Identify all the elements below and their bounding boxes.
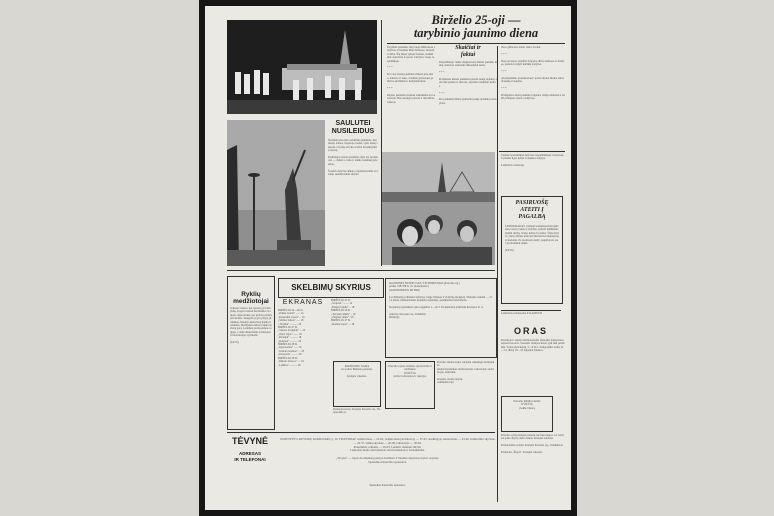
cinema-listing-col-1: BIRŽELIO 24—26 D. „Dainų šventė" ...... 14 „Paskutinė vasara" .. 16 „Širdies balsas" ..... 18 „Tėviškė" ........... 20 BIRŽELIO 27 D. „Vakaro žvaigždė" ... 14 „Jūros vėjas" ....... 16 „Draugai" ........... 18 „Kelionė" ........... 20 BIRŽELIO 28 D. „Ilgas kelias" ...... 14 „Gintaro krantas" ... 18 „Pavasaris" ......... 20 BIRŽELIO 29 D. „Miesto šviesos" .... 16 „Laiškas" ........... 20 [278,309,306,367]
left-feature-line-2: medžiotojai [233,298,269,305]
editor-note: Laikraščio redaktorius P. KAMUTIS [501,312,543,315]
motto-line-3: PAGALBĄ [518,214,546,220]
vertical-divider-1 [381,20,382,266]
announcement-text: RAJONINĖS BUITIES GIJŲ TECHNIKUMAS (Pasvalio raj.) priima 1987/88 m. m. moksleivius į AGRONOMIJOS SKYRIŲ Į technikumą priimami asmenys, baigę 8 klases ir vidurinę mokyklą. Mokymo trukmė — 3 ir 4 metai. Moksleiviams mokama stipendija, suteikiamas bendrabutis. Stojamieji egzaminai vyks rugpjūčio 1—20 d. Dokumentai priimami iki liepos 31 d. Adresas: Pasvalio raj., Joniškėlis. Direkcija [389,282,493,320]
motto-text: LENINGRADAS. Jaunieji komjaunuoliai kiekvieną vasarą vyksta į statybas, padeda kolūkiams nuimti derlių, tvarko kelius ir parkus. Šiais metais į darbo būrius užsirašė tūkstančiai moksleivių ir studentų. Jie pasiruošę ateiti į pagalbą ten, kur jų labiausiai reikia. (TASS). [505,225,559,252]
headline-underline [387,43,565,44]
announcement-box [385,278,497,358]
vertical-divider-2 [497,46,498,502]
sidebar-heading-line-2: faktai [460,51,476,58]
weather-text: Pasvalyje ir rajone artimiausiomis dienomis numatomas nepastovus oras. Vietomis trumpas lietus, gali būti perkūnija. Vėjas pietvakarių, 5—8 m/s. Temperatūra naktį 10—14, dieną 18—23 laipsniai šilumos. [501,339,565,353]
sidebar-heading [439,45,497,58]
masthead-address-text: PANEVĖŽYS, KĖTURIŲ KOMUNARŲ g. 10. TELEFONAI: redaktoriaus — 22-62, redaktoriaus pavaduotojo — 37-45, atsakingojo sekretoriaus — 23-46, žemės ūkio skyriaus — 24-57, laiškų skyriaus — 20-06, buhalterija — 38-02. Pranešimai, reklama — 26-93. Leidinio indeksas 66316. Laikraštis išeina antradieniais, ketvirtadieniais ir šeštadieniais. „Tėvynė" — rajono Komunistų partijos komiteto ir liaudies deputatų tarybos organas. Spausdina Panevėžio spaustuvė. [280,437,495,464]
lower-section-rule [227,270,495,271]
notes-text: Jaunieji sportininkai dalyvaus respublikinėse varžybose. Jų laukia ilgas kelias ir sunkios rungtys. Laikraščio redakcija. [501,154,564,168]
ad-footer-text: Parduodu karvę. Kreiptis Pasvalio raj., Naujasodžio k. [333,408,381,415]
article-text-col-3: visos gimtosios šalies darbo šventė. * * * Nuo pavasario jaunimo brigados dirba laukuose ir fermose, padeda tvarkyti kolūkių statybas. * * * „Komjaunimo prožektoriaus" postai nuolat tikrina darbo drausmę ir kokybę. * * * Pradėjusios darbą jaunimo brigados viršija užduotis ir laimi pirmąsias vietas varžybose. [501,46,565,101]
ad-small-box [333,361,381,407]
motto-bottom-rule [501,310,561,311]
motto-box [501,196,563,304]
ad-box-a-text: Pasvalio rajono buitinio aptarnavimo kombinatas KVIEČIA darbui vairuotojus ir siuvėjas. [388,365,432,379]
masthead-print-info: Spausdina Panevėžio spaustuvė. [369,484,406,487]
right-divider [499,151,565,152]
ad-box-a [385,361,435,409]
ad-text-b: Pasvalio melioracijos valdybai reikalingi darbininkai: ekskavatorininkai, buldozeristai, vairuotojai, suvirintojai, elektrikai. Kreiptis į kadrų skyrių. Administracija [437,361,495,385]
motto-line-2: ATEITI Į [520,207,544,213]
ad-box-right-text: Pasvalio kultūros namai KVIEČIA į šokių vakarą. [513,400,541,410]
photo-monument [227,120,325,266]
left-feature-text: Tokiose vietose, kur įprasta gyventi ryklių, žvejai ruošiasi medžioklei iš anksto. Ilgai laukia, kol grobis priartės prie kranto. Daugelis jų yra patyrę jūrininkai, žinantys kiekvieną įlanką ir seklumą. Medžioklė dažnai trunka ne vieną parą. Laimikis parduodamas turguje, o dalis išsiunčiama į muziejus ir laboratorijas tyrimams. (TASS). [230,307,272,345]
cinema-listing-col-2: BIRŽELIO 25 D. „Svajonė" ........ 14 „Pirmoji meilė" .. 18 BIRŽELIO 26 D. „Tėvynės sūnūs" .. 16 „Žaliasis slėnis" 20 BIRŽELIO 27 D. „Rudens lapai" ... 18 [331,299,356,326]
sidebar-heading-line-1: Skaičiai ir [455,45,481,51]
photo-dancers [227,20,377,114]
ads-header: SKELBIMŲ SKYRIUS [291,283,371,292]
ads-header-box [278,278,384,298]
weather-heading: ORAS [513,326,548,336]
motto-title [504,200,560,221]
masthead-line-2: IR TELEFONAI [234,457,266,462]
masthead-line-1: ADRESAS [238,451,261,456]
headline-line-1: Birželio 25-oji — [431,13,521,27]
headline [387,14,565,40]
masthead-rule [227,432,495,433]
caption-line-2: NUSILEIDUS [331,128,375,135]
photo-caption-title [328,120,378,136]
newspaper-page [205,6,571,510]
article-text-col-2: Respublikoje veikia daugiau kaip šimtas jaunimo klubų, kuriuose susirenka tūkstančiai narių. * * * Praėjusiais metais jaunimas pastatė naujų objektų, utvarkė parkus ir skverus, apsodino medžiais kelius. * * * Per penkmetį šimtai jaunuolių baigė technikos mokyklas. [439,61,497,105]
caption-line-1: SAULUTEI [335,120,371,127]
ad-box-right [501,396,553,432]
masthead-name: TĖVYNĖ [231,436,268,446]
ad-small-text: PARDUODU NAMĄ su sodu ir ūkiniais pastatais. Kreiptis vakarais. [341,365,373,379]
photo-youth [382,152,495,265]
ad-text-right-bottom: Pasvalio ryšių mazgas praneša, kad nuo liepos 1 d. keičiasi pašto skyrių darbo laikas. Kreiptis telefonu. Parduodama sodyba. Kreiptis Pasvalio raj., Valakėlių k. Parduodu „Žiguli". Kreiptis vakarais. [501,434,564,455]
headline-line-2: tarybinio jaunimo diena [413,26,539,40]
caption-text: Sutemus prie ežero susirinko jaunimas. Skambėjo dainos, liepsnojo laužai, vyko šokių vakaras. Į šventę atvyko svečiai iš kaimyninių rajonų. Pasibaigus šventei jaunimas ilgai dar nesiskirstė — dainavo, šoko ir sutiko saulėtekį prie ežero. Šventės dalyviai dėkojo organizatoriams ir žadėjo susitikti kitais metais. [328,139,378,177]
masthead [227,436,273,463]
ekranas-heading: EKRANAS [282,299,324,306]
left-feature-box [227,276,275,430]
left-feature-line-1: Ryklių [241,291,261,298]
left-feature-title [229,291,273,305]
article-text-col-1: Tarybinis jaunimas dalyvauja didžiosiose statybose ir liaudies ūkio darbuose, mokosi ir dirba. Šią dieną vyksta šventės, susitikimai, koncertai ir sporto varžybos visoje respublikoje. * * * Per visą šventę jaunimas rinkosi prie ežero, dainavo ir šoko, sveikino geriausius gamybos pirmūnus ir komjaunuolius. * * * Rajono jaunimas ruošiasi susitikimui su veteranais. Bus surengta paroda ir literatūros vakaras. [387,46,435,104]
motto-line-1: PASIRUOŠĘ [515,200,549,206]
